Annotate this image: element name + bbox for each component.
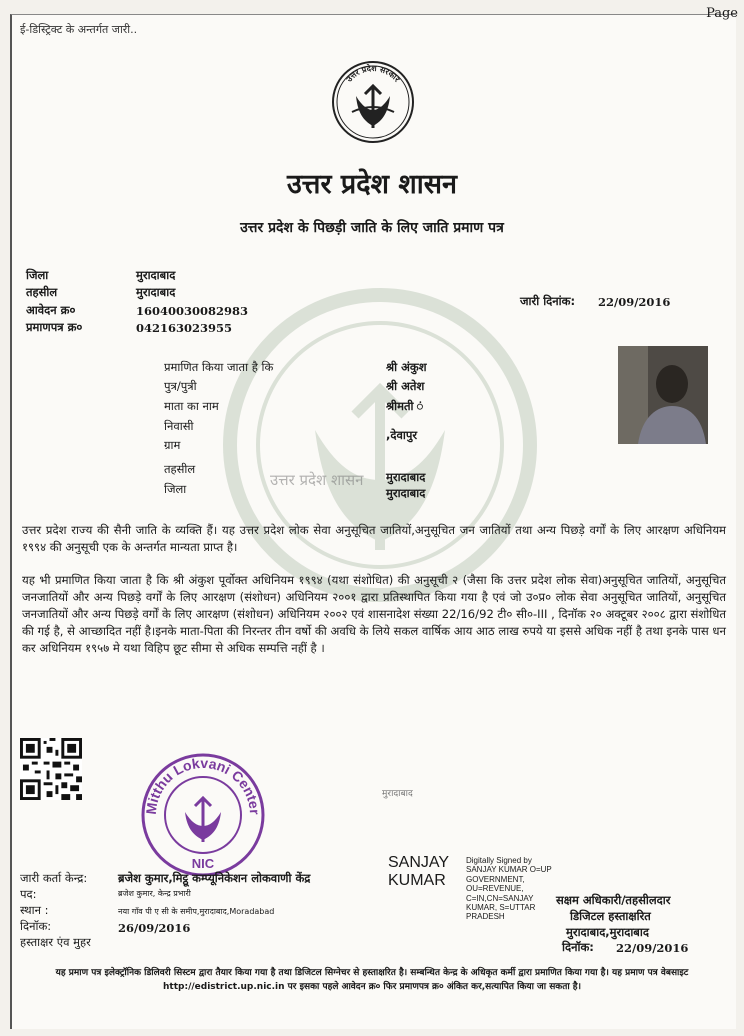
application-no-label: आवेदन क्र० [26, 303, 76, 317]
tehsil-value: मुरादाबाद [136, 285, 176, 299]
post-value: ब्रजेश कुमार, केन्द्र प्रभारी [118, 889, 191, 898]
detail-label-son-daughter: पुत्र/पुत्री [164, 379, 197, 393]
digital-signature-meta [466, 856, 552, 922]
issuing-center-label: जारी कर्ता केन्द्र: [20, 871, 88, 885]
authority-place: मुरादाबाद,मुरादाबाद [566, 925, 649, 939]
district-value: मुरादाबाद [136, 268, 176, 282]
detail-label-village: ग्राम [164, 438, 181, 452]
detail-value-village: ,देवापुर [386, 428, 418, 442]
detail-label-resident: निवासी [164, 419, 194, 433]
detail-label-mother: माता का नाम [164, 399, 219, 413]
certificate-title: उत्तर प्रदेश शासन [287, 169, 457, 200]
watermark-emblem-icon [215, 280, 545, 610]
signature-meta-line: SANJAY KUMAR O=UP [466, 865, 552, 875]
signature-meta-line: KUMAR, S=UTTAR [466, 903, 536, 913]
stamp-ring-text: Mitthu Lokvani Center [142, 754, 264, 816]
certificate-no-label: प्रमाणपत्र क्र० [26, 320, 83, 334]
place-label: स्थान : [20, 903, 49, 917]
district-label: जिला [26, 268, 49, 282]
signature-seal-label: हस्ताक्षर एंव मुहर [20, 935, 91, 949]
faint-place-text: मुरादाबाद [382, 789, 413, 799]
authority-date-value: 22/09/2016 [616, 941, 689, 955]
detail-label-district: जिला [164, 482, 187, 496]
signature-meta-line: Digitally Signed by [466, 856, 532, 865]
qr-code-icon [20, 738, 82, 800]
signature-meta-line: OU=REVENUE, [466, 884, 524, 894]
detail-value-tehsil: मुरादाबाद [386, 470, 426, 484]
post-label: पद: [20, 887, 37, 901]
state-emblem-icon [330, 56, 416, 148]
footer-date-label: दिनॉक: [20, 919, 52, 933]
detail-label-tehsil: तहसील [164, 462, 196, 476]
place-value: नया गाँव पी ए सी के समीप,मुरादाबाद,Moradabad [118, 907, 275, 916]
authority-title: सक्षम अधिकारी/तहसीलदार [556, 893, 671, 907]
signature-meta-line: GOVERNMENT, [466, 874, 525, 884]
tehsil-label: तहसील [26, 285, 58, 299]
issued-under-note: ई-डिस्ट्रिक्ट के अन्तर्गत जारी.. [20, 23, 138, 36]
detail-value-name: श्री अंकुश [386, 360, 427, 374]
footer-date-value: 26/09/2016 [118, 921, 191, 935]
svg-text:उत्तर प्रदेश सरकार [344, 63, 402, 85]
detail-value-district: मुरादाबाद [386, 486, 426, 500]
caste-paragraph: उत्तर प्रदेश राज्य की सैनी जाति के व्यक्ति हैं। यह उत्तर प्रदेश लोक सेवा अनुसूचित जातियों,अनुसूचित जन जातियों तथा अन्य पिछड़े वर्गों के लिए आरक्षण अधिनियम १९९४ की अनुसूची एक के अन्तर्गत मान्यता प्राप्त है। [22, 523, 726, 554]
authority-date-label: दिनॉक: [562, 940, 594, 954]
application-no-value: 16040030082983 [136, 304, 249, 318]
authority-digitally-signed: डिजिटल हस्ताक्षरित [570, 909, 651, 923]
verification-note: यह प्रमाण पत्र इलेक्ट्रॉनिक डिलिवरी सिस्टम द्वारा तैयार किया गया है तथा डिजिटल सिग्नेचर से हस्ताक्षरित है। सम्बन्धित केन्द्र के अधिकृत कर्मी द्वारा प्रमाणित किया गया है। यह प्रमाण पत्र वेबसाइट http://edistrict.up.nic.in पर इसका पहले आवेदन क्र० फिर प्रमाणपत्र क्र० अंकित कर,सत्यापित किया जा सकता है। [55, 968, 689, 992]
watermark-text: उत्तर प्रदेश शासन [270, 471, 364, 489]
certificate-subtitle: उत्तर प्रदेश के पिछड़ी जाति के लिए जाति प्रमाण पत्र [240, 220, 504, 236]
certificate-no-value: 042163023955 [136, 321, 233, 335]
signature-meta-line: C=IN,CN=SANJAY [466, 893, 534, 903]
detail-value-mother: श्रीमती ं [386, 399, 424, 413]
applicant-photo [618, 346, 708, 444]
creamy-layer-paragraph: यह भी प्रमाणित किया जाता है कि श्री अंकुश पूर्वोक्त अधिनियम १९९४ (यथा संशोधित) की अनुसूची २ (जैसा कि उत्तर प्रदेश लोक सेवा)अनुसूचित जातियों, अनुसूचित जनजातियों और अन्य पिछड़े वर्गों के लिए आरक्षण (संशोधन) अधिनियम २००१ द्वारा प्रतिस्थापित किया गया है एवं जो उ०प्र० लोक सेवा अनुसूचित जातियों, अनुसूचित जनजातियों और अन्य पिछड़े वर्गों के लिए आरक्षण (संशोधन) अधिनियम २००२ एवं शासनादेश संख्या 22/16/92 टी० सी०-III , दिनॉक २० अक्टूबर २००८ द्वारा संशोधित की गई है, से आच्छादित नहीं है।इनके माता-पिता की निरन्तर तीन वर्षो की अवधि के लिये सकल वार्षिक आय आठ लाख रुपये या इससे अधिक नहीं है तथा इनके पास धन कर अधिनियम १९५७ मे यथा विहिप छूट सीमा से अधिक सम्पत्ति नहीं है । [22, 573, 726, 655]
issue-date-value: 22/09/2016 [598, 295, 671, 309]
page-label: Page [706, 6, 738, 21]
signature-meta-line: PRADESH [466, 912, 505, 922]
signature-name-line2: KUMAR [388, 872, 446, 889]
digital-signature-name [388, 854, 449, 890]
detail-label-certified: प्रमाणित किया जाता है कि [164, 360, 274, 374]
center-seal-icon [140, 752, 266, 878]
issue-date-label: जारी दिनांक: [520, 294, 576, 308]
issuing-center-value: ब्रजेश कुमार,मिट्ठू कम्प्यूनिकेशन लोकवाणी केंद्र [118, 871, 311, 885]
signature-name-line1: SANJAY [388, 854, 450, 871]
detail-value-father: श्री अतेश [386, 379, 425, 393]
emblem-ring-text: उत्तर प्रदेश सरकार [344, 63, 402, 84]
stamp-bottom-text: NIC [191, 856, 215, 871]
